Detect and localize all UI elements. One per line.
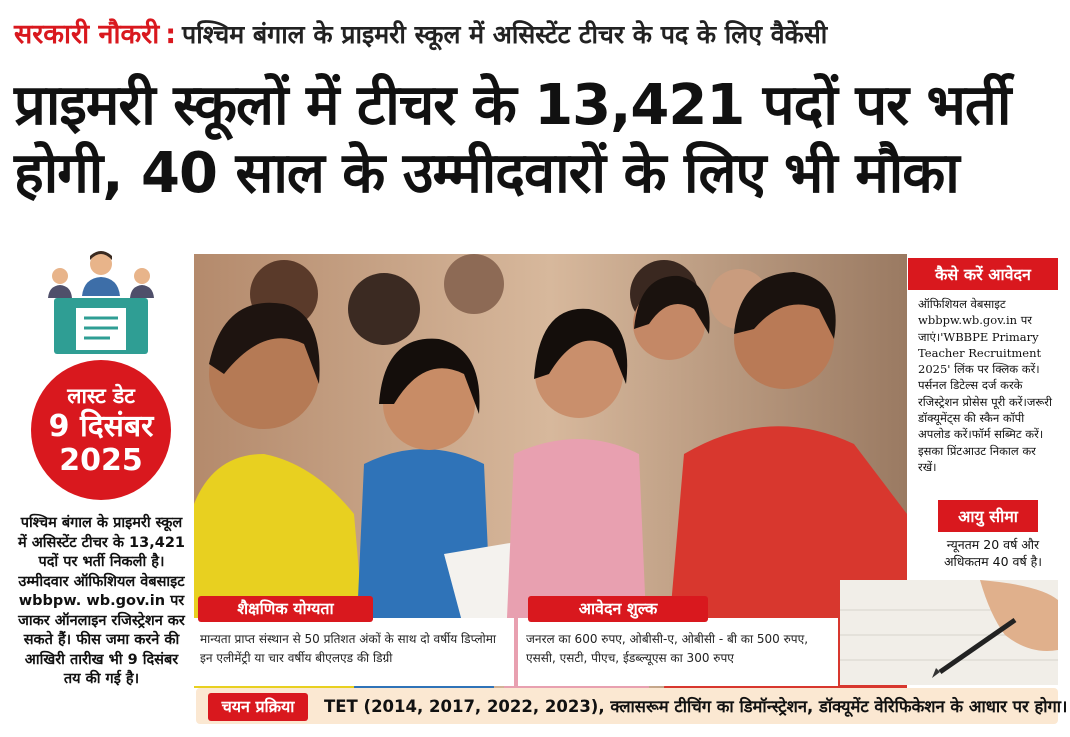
- kicker-separator: :: [165, 19, 177, 50]
- subheadline: पश्चिम बंगाल के प्राइमरी स्कूल में असिस्टेंट टीचर के पद के लिए वैकेंसी: [182, 20, 828, 49]
- left-column: [14, 250, 189, 720]
- top-line: [14, 14, 1059, 58]
- qualification-heading: शैक्षणिक योग्यता: [198, 596, 373, 622]
- headline-line-1: प्राइमरी स्कूलों में टीचर के 13,421 पदों पर भर्ती: [14, 73, 1011, 138]
- main-headline: [14, 72, 1059, 208]
- fee-text: जनरल का 600 रुपए, ओबीसी-ए, ओबीसी - बी का 500 रुपए, एससी, एसटी, पीएच, ईडब्ल्यूएस का 300 रुपए: [526, 632, 809, 665]
- badge-date: 9 दिसंबर: [48, 409, 154, 444]
- people-icon: [36, 250, 166, 358]
- headline-line-2: होगी, 40 साल के उम्मीदवारों के लिए भी मौका: [14, 141, 959, 206]
- selection-process-heading: चयन प्रक्रिया: [208, 693, 308, 721]
- category-kicker: सरकारी नौकरी: [14, 19, 160, 50]
- badge-label: लास्ट डेट: [67, 384, 135, 408]
- badge-year: 2025: [59, 443, 143, 478]
- age-limit-text: न्यूनतम 20 वर्ष और अधिकतम 40 वर्ष है।: [943, 537, 1043, 569]
- selection-process-text: TET (2014, 2017, 2022, 2023), क्लासरूम टीचिंग का डिमॉन्स्ट्रेशन, डॉक्यूमेंट वेरिफिकेशन के आधार पर होगा।: [324, 697, 1068, 716]
- last-date-badge: [31, 360, 171, 500]
- how-to-apply-heading: कैसे करें आवेदन: [908, 258, 1058, 290]
- age-limit-heading: आयु सीमा: [938, 500, 1038, 532]
- qualification-text: मान्यता प्राप्त संस्थान से 50 प्रतिशत अंकों के साथ दो वर्षीय डिप्लोमा इन एलीमेंट्री या चार वर्षीय बीएलएड की डिग्री: [200, 632, 497, 665]
- pencil-illustration: [840, 580, 1058, 685]
- how-to-apply-text: ऑफिशियल वेबसाइट wbbpw.wb.gov.in पर जाएं।'WBBPE Primary Teacher Recruitment 2025' लिंक पर क्लिक करें।पर्सनल डिटेल्स दर्ज करके रजिस्ट्रेशन प्रोसेस पूरी करें।जरूरी डॉक्यूमेंट्स की स्कैन कॉपी अपलोड करें।फॉर्म सब्मिट करें। इसका प्रिंटआउट निकाल कर रखें।: [918, 297, 1052, 474]
- fee-heading: आवेदन शुल्क: [528, 596, 708, 622]
- side-summary-text: पश्चिम बंगाल के प्राइमरी स्कूल में असिस्टेंट टीचर के 13,421 पदों पर भर्ती निकली है। उम्मीदवार ऑफिशियल वेबसाइट wbbpw. wb.gov.in पर जाकर ऑनलाइन रजिस्ट्रेशन कर सकते हैं। फीस जमा करने की आखिरी तारीख भी 9 दिसंबर तय की गई है।: [17, 515, 186, 687]
- writing-hand-photo: [840, 580, 1058, 685]
